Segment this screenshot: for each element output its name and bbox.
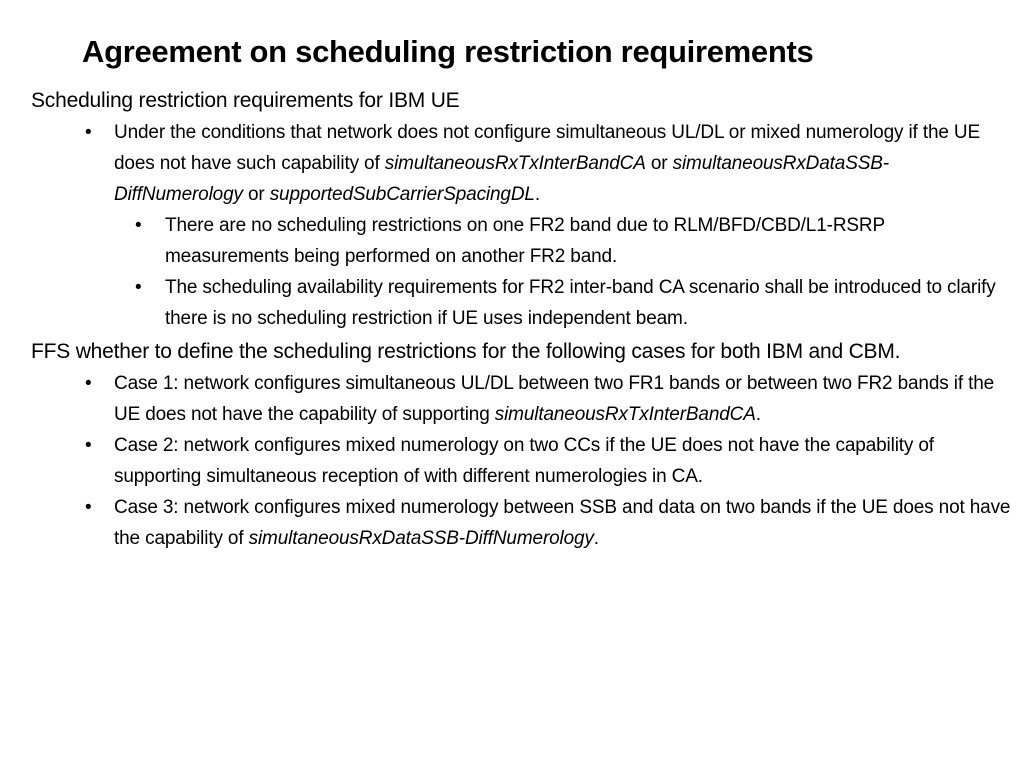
ffs-case-list — [31, 368, 1011, 554]
capability-name: simultaneousRxTxInterBandCA — [384, 153, 646, 174]
bullet-text: Case 3: network configures mixed numerology between SSB and data on two bands if the UE does not have the capability of — [114, 497, 1011, 549]
bullet-text: or — [645, 153, 673, 174]
capability-name: simultaneousRxDataSSB-DiffNumerology — [114, 153, 889, 205]
capability-name: simultaneousRxTxInterBandCA — [494, 404, 756, 425]
slide-body — [31, 85, 1011, 554]
capability-name: supportedSubCarrierSpacingDL — [269, 184, 535, 205]
ibm-conditions-bullet — [31, 117, 1011, 210]
slide-title: Agreement on scheduling restriction requirements — [82, 34, 814, 69]
section-heading-ibm: Scheduling restriction requirements for IBM UE — [31, 89, 460, 112]
case-2-bullet: • Case 2: network configures mixed numerology on two CCs if the UE does not have the capability of supporting simultaneous reception of with different numerologies in CA. — [31, 430, 1011, 492]
bullet-text: . — [755, 404, 761, 425]
ibm-bullet-list — [31, 117, 1011, 334]
case-3-bullet — [31, 492, 1011, 554]
section-heading-ffs: FFS whether to define the scheduling restrictions for the following cases for both IBM and CBM. — [31, 340, 901, 363]
case-1-bullet — [31, 368, 1011, 430]
bullet-text: . — [534, 184, 540, 205]
sub-bullet-scheduling-availability: • The scheduling availability requirements for FR2 inter-band CA scenario shall be introduced to clarify there is no scheduling restriction if UE uses independent beam. — [31, 272, 1011, 334]
bullet-text: Case 1: network configures simultaneous UL/DL between two FR1 bands or between two FR2 bands if the UE does not have the capability of supporting — [114, 373, 995, 425]
bullet-text: Under the conditions that network does not configure simultaneous UL/DL or mixed numerology if the UE does not have such capability of — [114, 122, 981, 174]
capability-name: simultaneousRxDataSSB-DiffNumerology — [248, 528, 594, 549]
bullet-text: or — [242, 184, 270, 205]
sub-bullet-no-restrictions: • There are no scheduling restrictions on one FR2 band due to RLM/BFD/CBD/L1-RSRP measurements being performed on another FR2 band. — [31, 210, 1011, 272]
bullet-text: . — [593, 528, 599, 549]
